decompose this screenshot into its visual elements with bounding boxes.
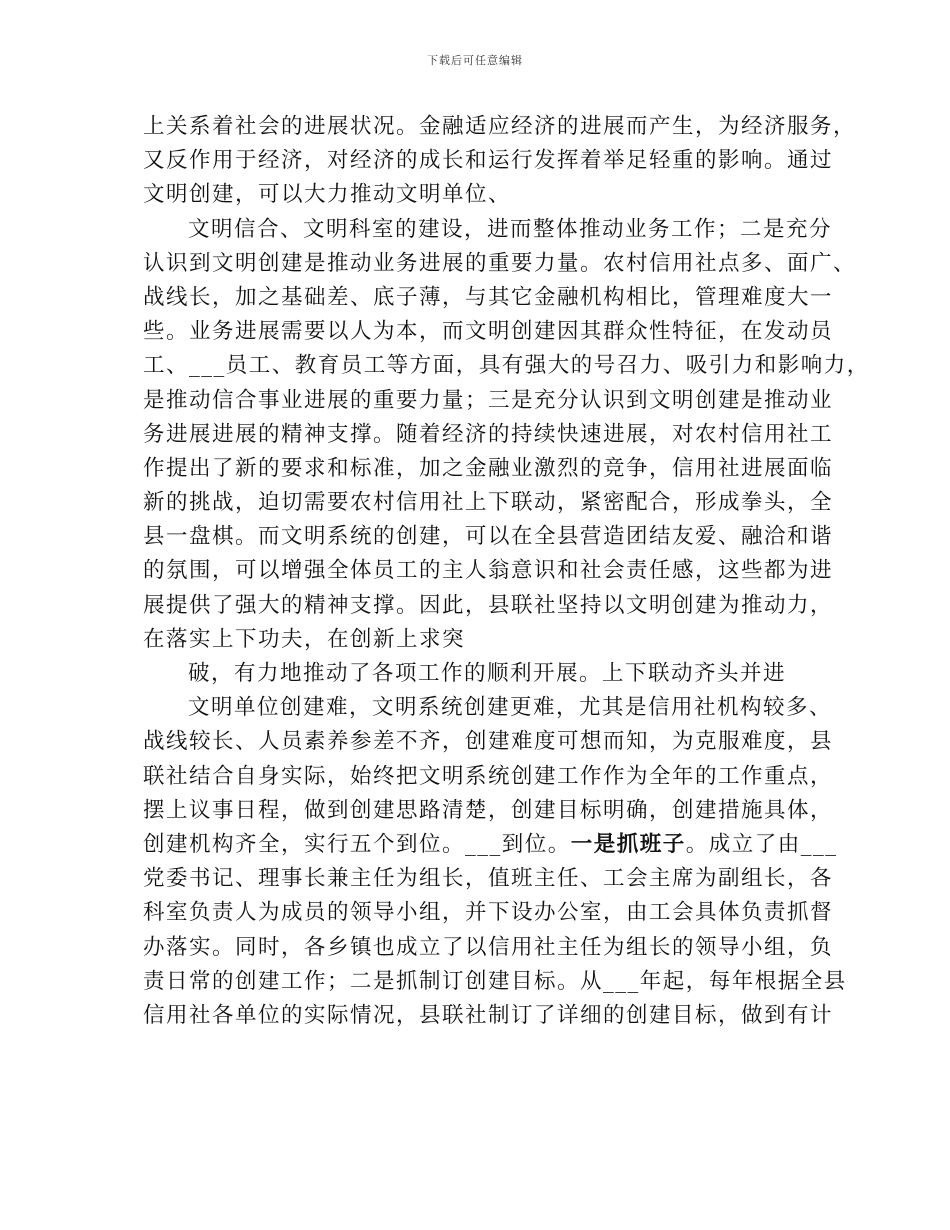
text-line: 些。业务进展需要以人为本，而文明创建因其群众性特征，在发动员 xyxy=(143,319,834,345)
text-line: 认识到文明创建是推动业务进展的重要力量。农村信用社点多、面广、 xyxy=(143,250,857,276)
text-line: 展提供了强大的精神支撑。因此，县联社坚持以文明创建为推动力， xyxy=(143,592,834,618)
document-body xyxy=(143,110,870,1033)
text-line: 文明信合、文明科室的建设，进而整体推动业务工作；二是充分 xyxy=(188,216,833,242)
text-segment: 。成立了由___ xyxy=(685,831,838,857)
text-segment: 创建机构齐全，实行五个到位。___到位。 xyxy=(143,831,571,857)
text-line: 在落实上下功夫，在创新上求突 xyxy=(143,626,466,652)
text-line: 文明单位创建难，文明系统创建更难，尤其是信用社机构较多、 xyxy=(188,695,833,721)
text-line: 信用社各单位的实际情况，县联社制订了详细的创建目标，做到有计 xyxy=(143,1002,834,1028)
text-line: 是推动信合事业进展的重要力量；三是充分认识到文明创建是推动业 xyxy=(143,387,834,413)
text-line: 又反作用于经济，对经济的成长和运行发挥着举足轻重的影响。通过 xyxy=(143,148,834,174)
text-line: 科室负责人为成员的领导小组，并下设办公室，由工会具体负责抓督 xyxy=(143,900,834,926)
text-line: 摆上议事日程，做到创建思路清楚，创建目标明确，创建措施具体， xyxy=(143,797,834,823)
bold-phrase: 一是抓班子 xyxy=(570,831,686,857)
text-line: 党委书记、理事长兼主任为组长，值班主任、工会主席为副组长，各 xyxy=(143,866,834,892)
text-line: 破，有力地推动了各项工作的顺利开展。上下联动齐头并进 xyxy=(188,661,787,686)
text-line: 战线较长、人员素养参差不齐，创建难度可想而知，为克服难度，县 xyxy=(143,729,834,755)
text-line: 联社结合自身实际，始终把文明系统创建工作作为全年的工作重点， xyxy=(143,763,834,789)
text-line: 新的挑战，迫切需要农村信用社上下联动，紧密配合，形成拳头，全 xyxy=(143,490,834,516)
text-line: 的氛围，可以增强全体员工的主人翁意识和社会责任感，这些都为进 xyxy=(143,558,834,584)
text-line xyxy=(143,828,838,862)
text-line: 办落实。同时，各乡镇也成立了以信用社主任为组长的领导小组，负 xyxy=(143,934,834,960)
text-line: 作提出了新的要求和标准，加之金融业激烈的竞争，信用社进展面临 xyxy=(143,455,834,481)
text-line: 上关系着社会的进展状况。金融适应经济的进展而产生，为经济服务， xyxy=(143,114,857,139)
text-line: 责日常的创建工作；二是抓制订创建目标。从___年起，每年根据全县 xyxy=(143,968,847,994)
text-line: 务进展进展的精神支撑。随着经济的持续快速进展，对农村信用社工 xyxy=(143,421,834,447)
text-line: 文明创建，可以大力推动文明单位、 xyxy=(143,182,512,208)
text-line: 战线长，加之基础差、底子薄，与其它金融机构相比，管理难度大一 xyxy=(143,284,834,310)
text-line: 工、___员工、教育员工等方面，具有强大的号召力、吸引力和影响力， xyxy=(143,353,870,379)
page-header: 下载后可任意编辑 xyxy=(427,54,523,67)
text-line: 县一盘棋。而文明系统的创建，可以在全县营造团结友爱、融洽和谐 xyxy=(143,524,834,550)
